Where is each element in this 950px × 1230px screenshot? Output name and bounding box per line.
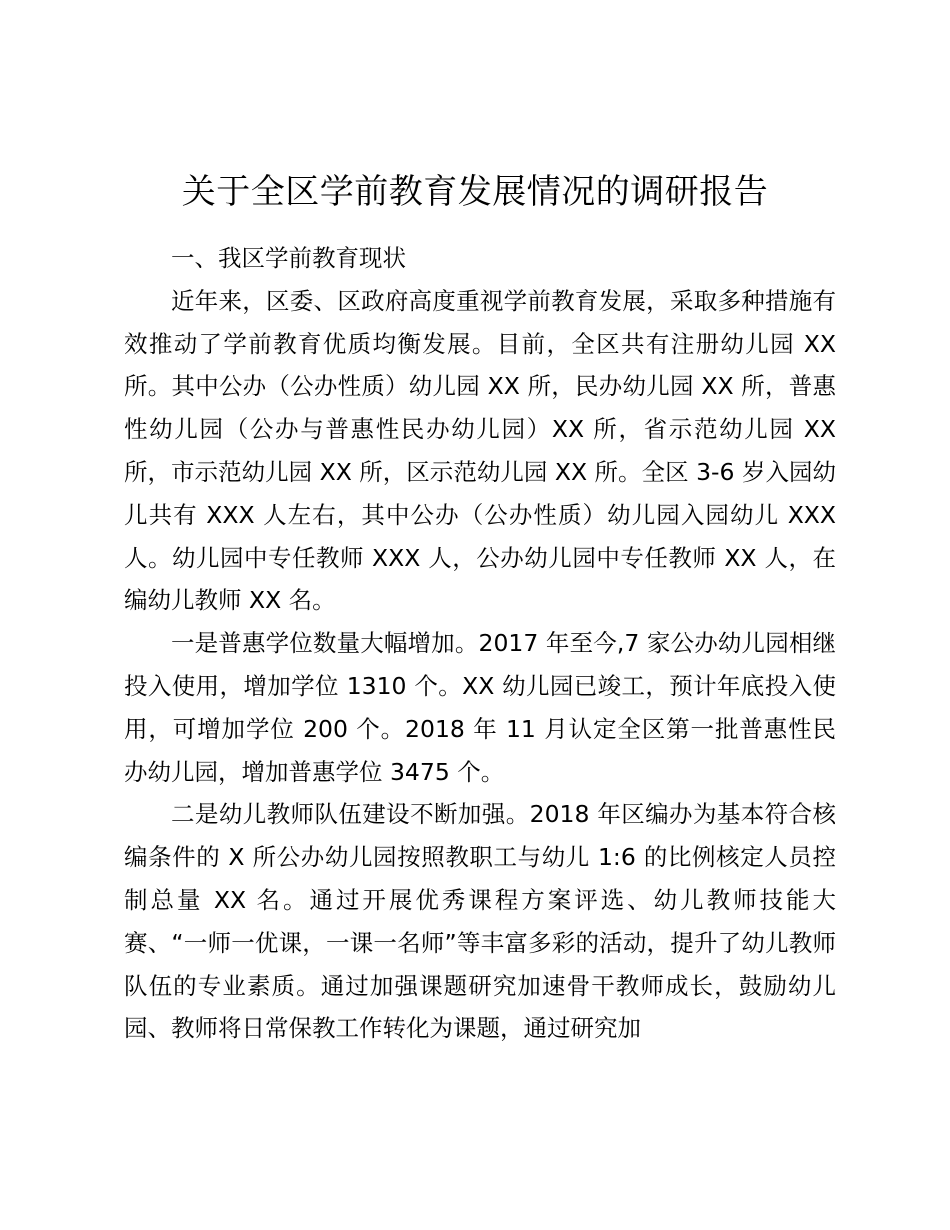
section-heading: 一、我区学前教育现状 bbox=[171, 244, 406, 272]
paragraph-current-status: 近年来，区委、区政府高度重视学前教育发展，采取多种措施有效推动了学前教育优质均衡发展。目前，全区共有注册幼儿园 XX 所。其中公办（公办性质）幼儿园 XX 所，民办幼儿园 XX 所，普惠性幼儿园（公办与普惠性民办幼儿园）XX 所，省示范幼儿园 XX 所，市示范幼儿园 XX 所，区示范幼儿园 XX 所。全区 3-6 岁入园幼儿共有 XXX 人左右，其中公办（公办性质）幼儿园入园幼儿 XXX 人。幼儿园中专任教师 XXX 人，公办幼儿园中专任教师 XX 人，在编幼儿教师 XX 名。 bbox=[124, 286, 836, 615]
document-body bbox=[124, 237, 836, 1050]
paragraph-inclusive-seats: 一是普惠学位数量大幅增加。2017 年至今,7 家公办幼儿园相继投入使用，增加学位 1310 个。XX 幼儿园已竣工，预计年底投入使用，可增加学位 200 个。2018 年 11 月认定全区第一批普惠性民办幼儿园，增加普惠学位 3475 个。 bbox=[124, 629, 836, 786]
document-title: 关于全区学前教育发展情况的调研报告 bbox=[181, 172, 769, 212]
paragraph-teacher-team: 二是幼儿教师队伍建设不断加强。2018 年区编办为基本符合核编条件的 X 所公办幼儿园按照教职工与幼儿 1:6 的比例核定人员控制总量 XX 名。通过开展优秀课程方案评选、幼儿教师技能大赛、“一师一优课，一课一名师”等丰富多彩的活动，提升了幼儿教师队伍的专业素质。通过加强课题研究加速骨干教师成长，鼓励幼儿园、教师将日常保教工作转化为课题，通过研究加 bbox=[124, 800, 836, 1043]
